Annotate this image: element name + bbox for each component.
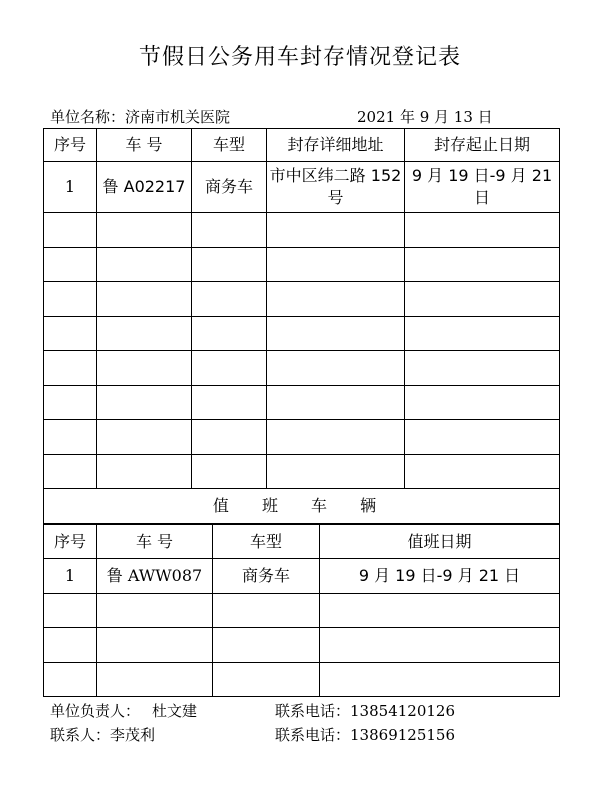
table-row xyxy=(44,162,560,213)
plate-number: 鲁 AWW087 xyxy=(97,559,213,594)
phone-line-1 xyxy=(275,700,455,721)
report-date: 2021 年 9 月 13 日 xyxy=(357,108,493,126)
unit-name: 济南市机关医院 xyxy=(125,108,231,126)
header-cell: 车型 xyxy=(192,129,267,162)
header-cell: 车 号 xyxy=(97,525,213,559)
table-row xyxy=(44,213,560,248)
header-cell: 车 号 xyxy=(97,129,192,162)
seal-address: 市中区纬二路 152 号 xyxy=(267,162,405,213)
unit-name-line xyxy=(50,106,230,127)
sealed-vehicles-table xyxy=(43,128,560,524)
table-row xyxy=(44,455,560,489)
contact-label: 联系人： xyxy=(50,726,111,744)
table-row xyxy=(44,559,560,594)
header-cell: 车型 xyxy=(213,525,320,559)
vehicle-type: 商务车 xyxy=(192,162,267,213)
duty-header-row xyxy=(44,525,560,559)
duty-section-row xyxy=(44,489,560,524)
duty-vehicles-table xyxy=(43,524,560,697)
header-cell: 封存详细地址 xyxy=(267,129,405,162)
phone-label: 联系电话： xyxy=(275,702,351,720)
table-row xyxy=(44,628,560,663)
table-row xyxy=(44,663,560,697)
phone-line-2 xyxy=(275,724,455,745)
phone-number: 13869125156 xyxy=(350,726,455,744)
contact-line xyxy=(50,724,155,745)
header-cell: 封存起止日期 xyxy=(405,129,560,162)
principal-line xyxy=(50,700,197,721)
page-title: 节假日公务用车封存情况登记表 xyxy=(138,45,461,70)
table-row xyxy=(44,248,560,282)
seal-dates: 9 月 19 日-9 月 21 日 xyxy=(405,162,560,213)
table-row xyxy=(44,317,560,351)
row-number: 1 xyxy=(44,162,97,213)
contact-name: 李茂利 xyxy=(110,726,156,744)
table-row xyxy=(44,351,560,386)
duty-dates: 9 月 19 日-9 月 21 日 xyxy=(320,559,560,594)
plate-number: 鲁 A02217 xyxy=(97,162,192,213)
table-row xyxy=(44,282,560,317)
header-cell: 序号 xyxy=(44,129,97,162)
row-number: 1 xyxy=(44,559,97,594)
sealed-header-row xyxy=(44,129,560,162)
header-cell: 序号 xyxy=(44,525,97,559)
vehicle-type: 商务车 xyxy=(213,559,320,594)
duty-section-title: 值 班 车 辆 xyxy=(44,489,560,524)
phone-number: 13854120126 xyxy=(350,702,455,720)
principal-label: 单位负责人： xyxy=(50,702,141,720)
table-row xyxy=(44,420,560,455)
principal-name: 杜文建 xyxy=(152,702,198,720)
table-row xyxy=(44,594,560,628)
header-cell: 值班日期 xyxy=(320,525,560,559)
phone-label: 联系电话： xyxy=(275,726,351,744)
table-row xyxy=(44,386,560,420)
unit-label: 单位名称： xyxy=(50,108,126,126)
